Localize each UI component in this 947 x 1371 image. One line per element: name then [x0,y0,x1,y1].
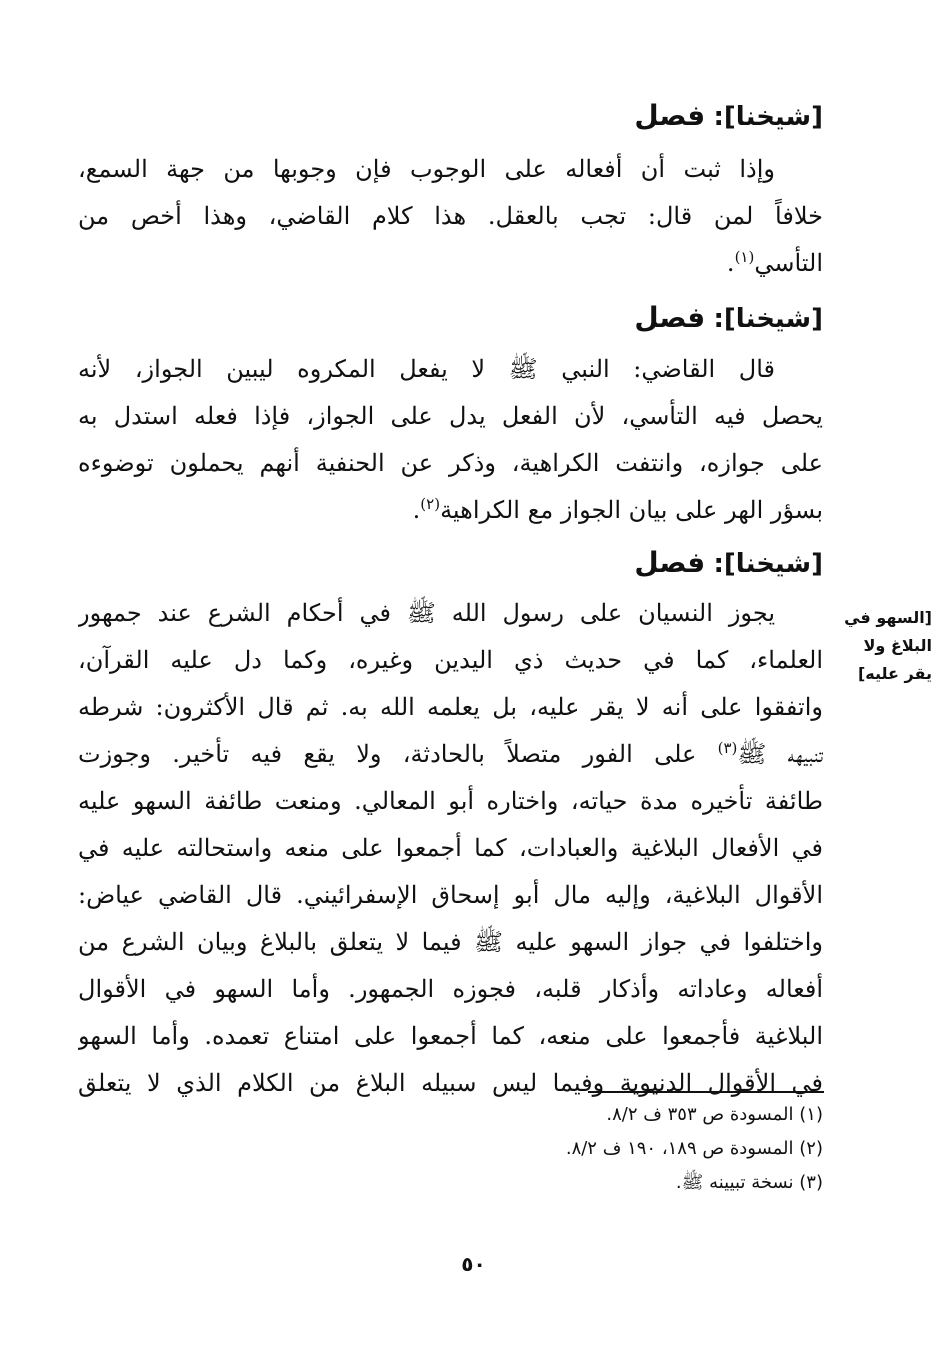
body-line-with-ref [78,731,823,778]
section-heading-2 [634,300,823,337]
body-line: أفعاله وعاداته وأذكار قلبه، فجوزه الجمهور. وأما السهو في الأقوال [78,975,823,1003]
footnote-ref-2: (٢) [420,495,441,513]
section-heading-1 [634,98,823,135]
body-line: البلاغية فأجمعوا على منعه، كما أجمعوا على امتناع تعمده. وأما السهو [78,1022,823,1050]
body-line-prefix: تنبيهه ﷺ [737,740,823,768]
footnote-ref-1: (١) [734,248,755,266]
margin-note-line: [السهو في [844,608,932,627]
section-body-3 [78,590,823,1107]
body-line: على جوازه، وانتفت الكراهية، وذكر عن الحنفية أنهم يحملون توضوءه [78,449,823,477]
line-end-punct: . [412,496,421,524]
footnote-3: (٣) نسخة تبيينه ﷺ. [675,1172,823,1193]
heading-bracket: [شيخنا]: [713,304,823,334]
heading-bracket: [شيخنا]: [713,549,823,579]
section-heading-3 [634,545,823,582]
body-line: خلافاً لمن قال: تجب بالعقل. هذا كلام القاضي، وهذا أخص من [78,202,823,230]
body-line: في الأقوال الدنيوية وفيما ليس سبيله البلاغ من الكلام الذي لا يتعلق [78,1069,823,1097]
section-body-2 [78,346,823,534]
heading-title: فصل [634,546,706,579]
body-line-last [78,487,823,534]
heading-title: فصل [634,99,706,132]
footnotes [566,1098,823,1200]
body-line-text: بسؤر الهر على بيان الجواز مع الكراهية [440,496,823,524]
line-end-punct: . [726,249,735,277]
footnote-2: (٢) المسودة ص ١٨٩، ١٩٠ ف ٨/٢. [565,1138,823,1159]
body-line: الأقوال البلاغية، وإليه مال أبو إسحاق الإسفرائيني. قال القاضي عياض: [78,881,823,909]
body-line: يحصل فيه التأسي، لأن الفعل يدل على الجواز، فإذا فعله استدل به [78,402,823,430]
heading-title: فصل [634,301,706,334]
footnote-ref-3: (٣) [717,739,738,757]
body-line: وإذا ثبت أن أفعاله على الوجوب فإن وجوبها من جهة السمع، [78,155,775,183]
footnote-divider [588,1091,824,1093]
body-line: قال القاضي: النبي ﷺ لا يفعل المكروه ليبين الجواز، لأنه [78,355,775,383]
body-line: واختلفوا في جواز السهو عليه ﷺ فيما لا يتعلق بالبلاغ وبيان الشرع من [78,928,823,956]
footnote-1: (١) المسودة ص ٣٥٣ ف ٨/٢. [606,1104,823,1125]
heading-bracket: [شيخنا]: [713,102,823,132]
body-line: يجوز النسيان على رسول الله ﷺ في أحكام الشرع عند جمهور [78,599,775,627]
margin-note [828,604,932,688]
section-body-1 [78,146,823,287]
margin-note-line: يقر عليه] [857,664,932,683]
body-line: واتفقوا على أنه لا يقر عليه، بل يعلمه الله به. ثم قال الأكثرون: شرطه [78,693,823,721]
margin-note-line: البلاغ ولا [863,636,932,655]
body-line: طائفة تأخيره مدة حياته، واختاره أبو المعالي. ومنعت طائفة السهو عليه [78,787,823,815]
body-line: العلماء، كما في حديث ذي اليدين وغيره، وكما دل عليه القرآن، [78,646,823,674]
body-line-text: على الفور متصلاً بالحادثة، ولا يقع فيه تأخير. وجوزت [78,740,697,768]
body-line-last [78,240,823,287]
body-line: في الأفعال البلاغية والعبادات، كما أجمعوا على منعه واستحالته عليه في [78,834,823,862]
page-number: ٥٠ [461,1252,486,1276]
body-line-text: التأسي [754,249,823,277]
